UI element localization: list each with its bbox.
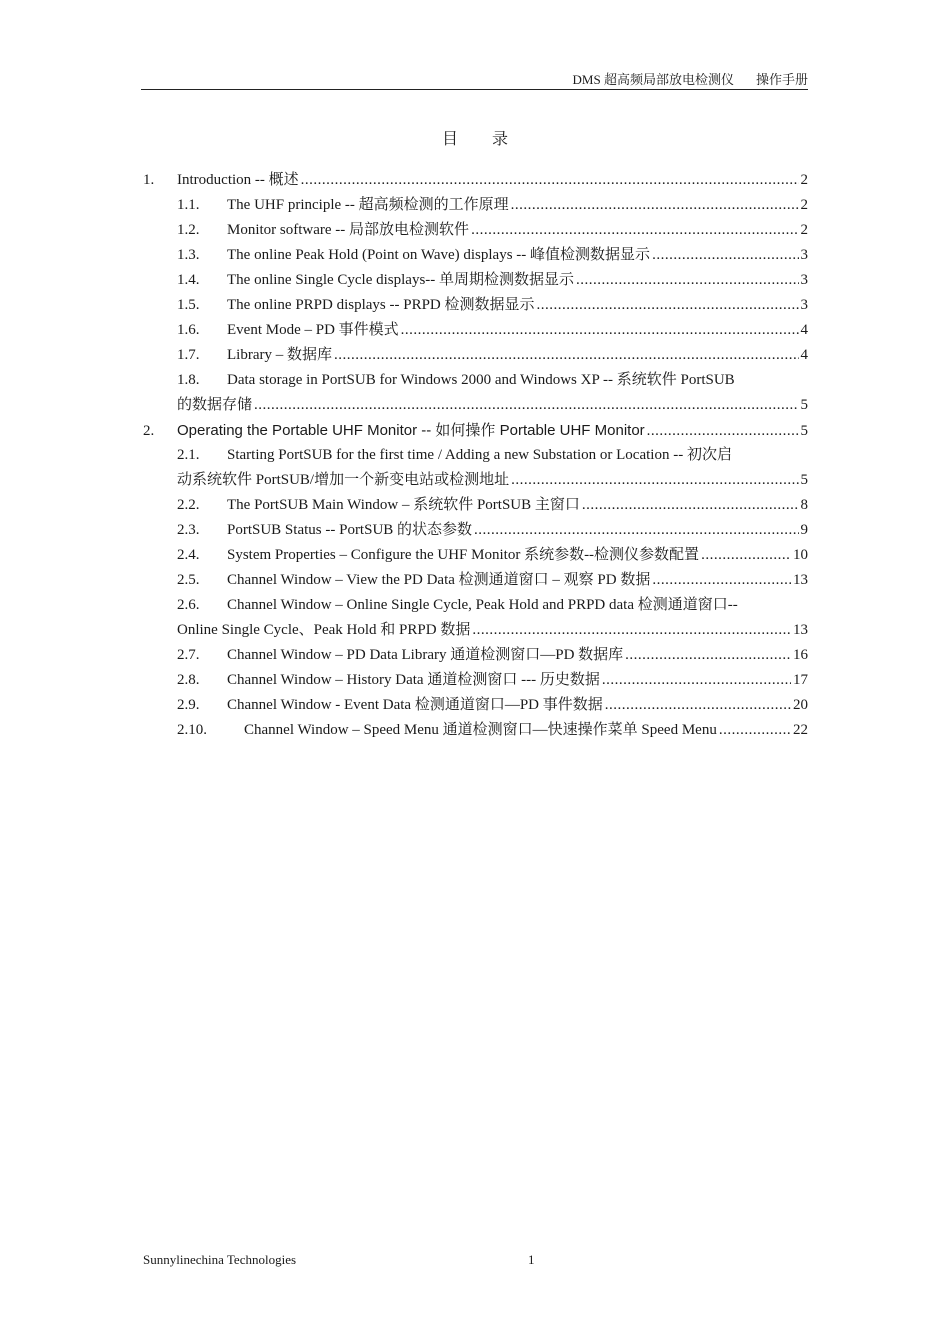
- toc-leader-dots: [652, 568, 791, 593]
- toc-entry-page: 5: [800, 472, 808, 488]
- toc-entry-number: 2.5.: [177, 572, 200, 588]
- page-footer: [143, 1252, 808, 1268]
- toc-entry[interactable]: [143, 518, 808, 543]
- toc-entry[interactable]: [143, 293, 808, 318]
- toc-entry-number: 1.1.: [177, 197, 200, 213]
- toc-entry-title: Channel Window – Speed Menu 通道检测窗口—快速操作菜单 Speed Menu: [244, 722, 717, 738]
- toc-entry-number: 2.9.: [177, 697, 200, 713]
- toc-entry-page: 13: [793, 572, 808, 588]
- toc-entry-number: 2.4.: [177, 547, 200, 563]
- toc-leader-dots: [254, 393, 798, 418]
- toc-entry-title-continued: 的数据存储: [177, 397, 253, 413]
- toc-entry-title: Starting PortSUB for the first time / Adding a new Substation or Location -- 初次启: [227, 447, 732, 463]
- toc-entry-number: 2.8.: [177, 672, 200, 688]
- toc-leader-dots: [401, 318, 799, 343]
- toc-entry-number: 1.2.: [177, 222, 200, 238]
- header-title: DMS 超高频局部放电检测仪: [572, 72, 734, 87]
- page-header: [141, 72, 808, 90]
- toc-entry-number: 2.1.: [177, 447, 200, 463]
- toc-entry-title-continued: 动系统软件 PortSUB/增加一个新变电站或检测地址: [177, 472, 510, 488]
- toc-leader-dots: [334, 343, 799, 368]
- toc-entry-title: Introduction -- 概述: [177, 172, 299, 188]
- toc-entry-page: 13: [793, 622, 808, 638]
- toc-leader-dots: [576, 268, 798, 293]
- toc-entry-page: 2: [800, 197, 808, 213]
- toc-entry-title: The online Single Cycle displays-- 单周期检测数据显示: [227, 272, 575, 288]
- toc-entry-page: 4: [800, 347, 808, 363]
- toc-entry-title: The online PRPD displays -- PRPD 检测数据显示: [227, 297, 535, 313]
- toc-entry-number: 2.7.: [177, 647, 200, 663]
- toc-entry-title: Channel Window – Online Single Cycle, Peak Hold and PRPD data 检测通道窗口--: [227, 597, 738, 613]
- toc-entry-number: 1.6.: [177, 322, 200, 338]
- toc-entry-number: 2.3.: [177, 522, 200, 538]
- toc-entry[interactable]: [143, 543, 808, 568]
- toc-entry[interactable]: [143, 443, 808, 493]
- toc-leader-dots: [652, 243, 798, 268]
- toc-entry-number: 2.6.: [177, 597, 200, 613]
- toc-entry-title: PortSUB Status -- PortSUB 的状态参数: [227, 522, 473, 538]
- toc-entry-title: The UHF principle -- 超高频检测的工作原理: [227, 197, 509, 213]
- toc-entry-title-continued: Online Single Cycle、Peak Hold 和 PRPD 数据: [177, 622, 471, 638]
- toc-entry-title: Monitor software -- 局部放电检测软件: [227, 222, 470, 238]
- toc-entry-title: Library – 数据库: [227, 347, 332, 363]
- toc-entry-page: 4: [800, 322, 808, 338]
- table-of-contents: [143, 168, 808, 743]
- toc-entry-number: 1.4.: [177, 272, 200, 288]
- toc-entry-page: 17: [793, 672, 808, 688]
- toc-leader-dots: [602, 668, 791, 693]
- toc-entry-page: 3: [800, 297, 808, 313]
- toc-entry-page: 5: [800, 423, 808, 439]
- toc-entry-number: 1.: [143, 172, 155, 188]
- toc-entry-number: 1.5.: [177, 297, 200, 313]
- toc-title-char-1: 目: [441, 131, 458, 148]
- toc-entry[interactable]: [143, 718, 808, 743]
- toc-entry-title: Operating the Portable UHF Monitor -- 如何操作 Portable UHF Monitor: [177, 422, 645, 439]
- toc-entry[interactable]: [143, 343, 808, 368]
- header-subtitle: 操作手册: [755, 72, 808, 87]
- toc-entry-title: Channel Window - Event Data 检测通道窗口—PD 事件数据: [227, 697, 603, 713]
- toc-entry[interactable]: [143, 668, 808, 693]
- toc-entry-title: The online Peak Hold (Point on Wave) displays -- 峰值检测数据显示: [227, 247, 651, 263]
- toc-leader-dots: [719, 718, 791, 743]
- toc-entry-page: 3: [800, 247, 808, 263]
- toc-entry-page: 20: [793, 697, 808, 713]
- toc-entry-title: Channel Window – View the PD Data 检测通道窗口 – 观察 PD 数据: [227, 572, 651, 588]
- toc-entry[interactable]: [143, 243, 808, 268]
- toc-title-char-2: 录: [492, 131, 509, 148]
- toc-entry[interactable]: [143, 318, 808, 343]
- toc-entry-title: Event Mode – PD 事件模式: [227, 322, 399, 338]
- toc-leader-dots: [511, 468, 798, 493]
- toc-leader-dots: [605, 693, 791, 718]
- toc-leader-dots: [582, 493, 799, 518]
- toc-entry-page: 10: [793, 547, 808, 563]
- toc-entry-number: 2.10.: [177, 722, 207, 738]
- toc-leader-dots: [301, 168, 799, 193]
- toc-entry[interactable]: [143, 418, 808, 443]
- toc-entry[interactable]: [143, 643, 808, 668]
- toc-entry[interactable]: [143, 593, 808, 643]
- toc-leader-dots: [625, 643, 791, 668]
- footer-page-number: 1: [528, 1252, 535, 1267]
- toc-entry-number: 2.: [143, 423, 155, 439]
- toc-leader-dots: [537, 293, 799, 318]
- toc-entry-number: 1.8.: [177, 372, 200, 388]
- toc-entry-title: System Properties – Configure the UHF Monitor 系统参数--检测仪参数配置: [227, 547, 700, 563]
- toc-entry-title: Channel Window – History Data 通道检测窗口 --- 历史数据: [227, 672, 600, 688]
- toc-entry[interactable]: [143, 368, 808, 418]
- footer-company: Sunnylinechina Technologies: [143, 1252, 297, 1267]
- toc-leader-dots: [472, 618, 791, 643]
- toc-entry[interactable]: [143, 568, 808, 593]
- toc-leader-dots: [701, 543, 791, 568]
- toc-entry[interactable]: [143, 168, 808, 193]
- toc-entry-title: Data storage in PortSUB for Windows 2000 and Windows XP -- 系统软件 PortSUB: [227, 372, 735, 388]
- toc-title: [0, 130, 950, 150]
- toc-entry-page: 2: [800, 172, 808, 188]
- toc-leader-dots: [471, 218, 798, 243]
- toc-leader-dots: [647, 419, 799, 444]
- toc-leader-dots: [511, 193, 799, 218]
- toc-entry-number: 1.7.: [177, 347, 200, 363]
- toc-entry-number: 1.3.: [177, 247, 200, 263]
- toc-entry-title: Channel Window – PD Data Library 通道检测窗口—PD 数据库: [227, 647, 624, 663]
- toc-entry-title: The PortSUB Main Window – 系统软件 PortSUB 主窗口: [227, 497, 580, 513]
- toc-entry[interactable]: [143, 693, 808, 718]
- toc-entry[interactable]: [143, 193, 808, 218]
- toc-entry-number: 2.2.: [177, 497, 200, 513]
- toc-entry[interactable]: [143, 218, 808, 243]
- toc-leader-dots: [474, 518, 798, 543]
- toc-entry-page: 8: [800, 497, 808, 513]
- toc-entry-page: 2: [800, 222, 808, 238]
- toc-entry-page: 3: [800, 272, 808, 288]
- toc-entry-page: 9: [800, 522, 808, 538]
- toc-entry-page: 22: [793, 722, 808, 738]
- toc-entry[interactable]: [143, 493, 808, 518]
- toc-entry[interactable]: [143, 268, 808, 293]
- toc-entry-page: 5: [800, 397, 808, 413]
- toc-entry-page: 16: [793, 647, 808, 663]
